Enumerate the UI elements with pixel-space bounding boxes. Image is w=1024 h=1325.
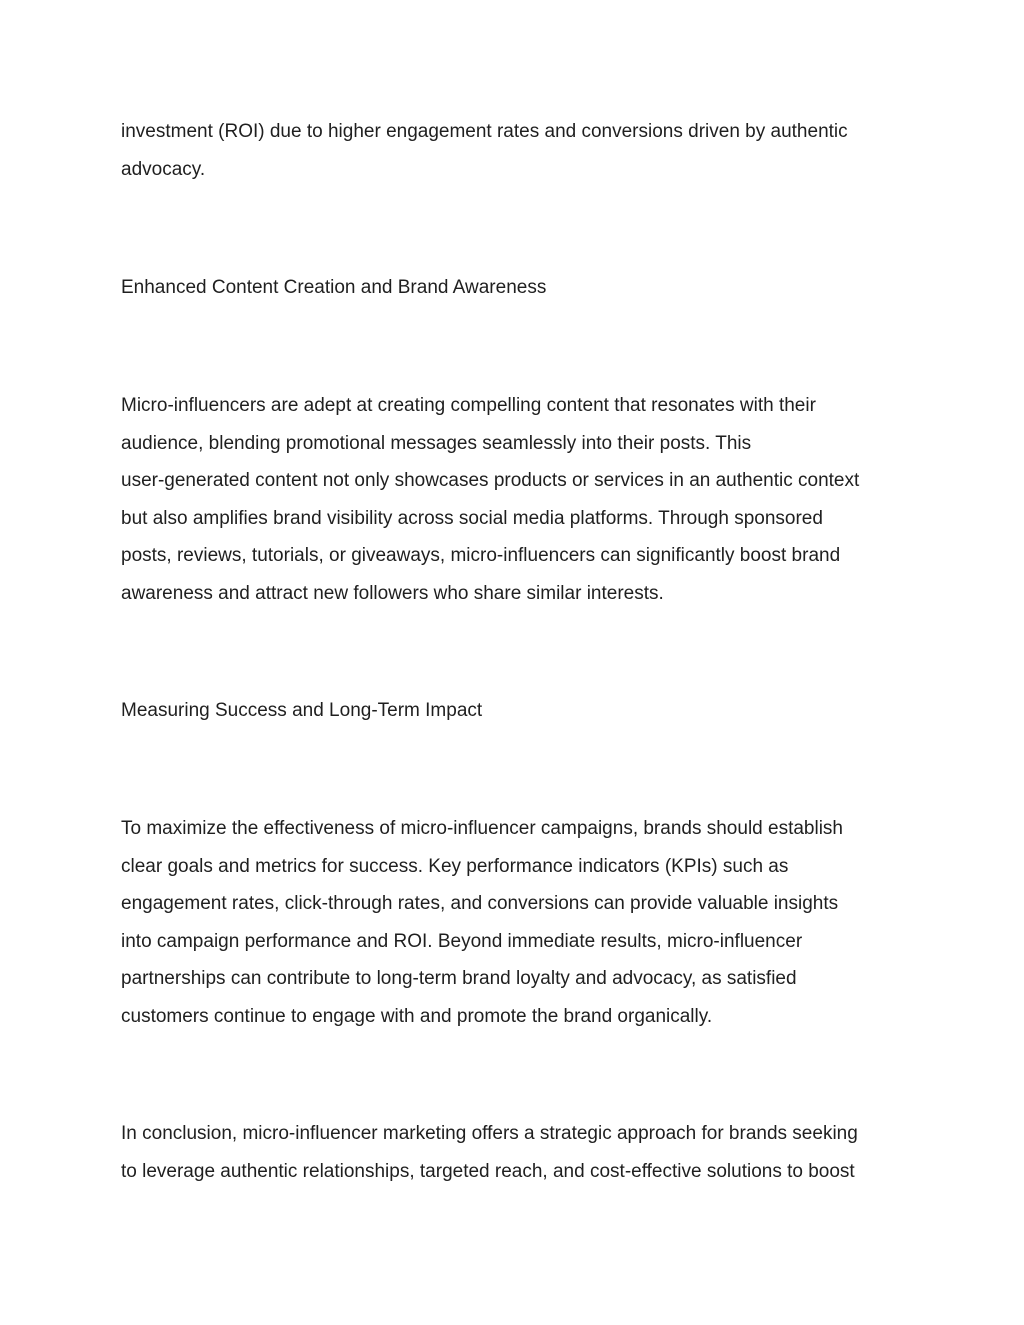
text-line: engagement rates, click-through rates, and conversions can provide valuable insights bbox=[121, 893, 839, 914]
intro-paragraph bbox=[121, 113, 911, 188]
text-line: to leverage authentic relationships, targeted reach, and cost-effective solutions to boost bbox=[121, 1160, 855, 1182]
text-line: In conclusion, micro-influencer marketing offers a strategic approach for brands seeking bbox=[121, 1123, 858, 1144]
text-line: awareness and attract new followers who share similar interests. bbox=[121, 582, 664, 604]
text-line: investment (ROI) due to higher engagement rates and conversions driven by authentic bbox=[121, 121, 848, 142]
text-line: customers continue to engage with and promote the brand organically. bbox=[121, 1005, 713, 1027]
text-line: but also amplifies brand visibility across social media platforms. Through sponsored bbox=[121, 507, 823, 529]
text-line: audience, blending promotional messages seamlessly into their posts. This bbox=[121, 432, 752, 454]
section-paragraph-measuring-success bbox=[121, 810, 911, 1035]
conclusion-paragraph bbox=[121, 1115, 911, 1190]
text-line: advocacy. bbox=[121, 158, 206, 180]
section-paragraph-content-creation bbox=[121, 387, 911, 612]
text-line: clear goals and metrics for success. Key performance indicators (KPIs) such as bbox=[121, 855, 789, 877]
text-line: partnerships can contribute to long-term brand loyalty and advocacy, as satisfied bbox=[121, 968, 797, 989]
text-line: To maximize the effectiveness of micro-influencer campaigns, brands should establish bbox=[121, 818, 843, 839]
text-line: posts, reviews, tutorials, or giveaways, micro-influencers can significantly boost brand bbox=[121, 545, 841, 566]
section-heading-content-creation: Enhanced Content Creation and Brand Awareness bbox=[121, 277, 547, 298]
section-heading-measuring-success: Measuring Success and Long-Term Impact bbox=[121, 700, 483, 721]
text-line: Micro-influencers are adept at creating compelling content that resonates with their bbox=[121, 395, 816, 416]
text-line: into campaign performance and ROI. Beyond immediate results, micro-influencer bbox=[121, 930, 803, 952]
text-line: user-generated content not only showcases products or services in an authentic context bbox=[121, 470, 860, 491]
